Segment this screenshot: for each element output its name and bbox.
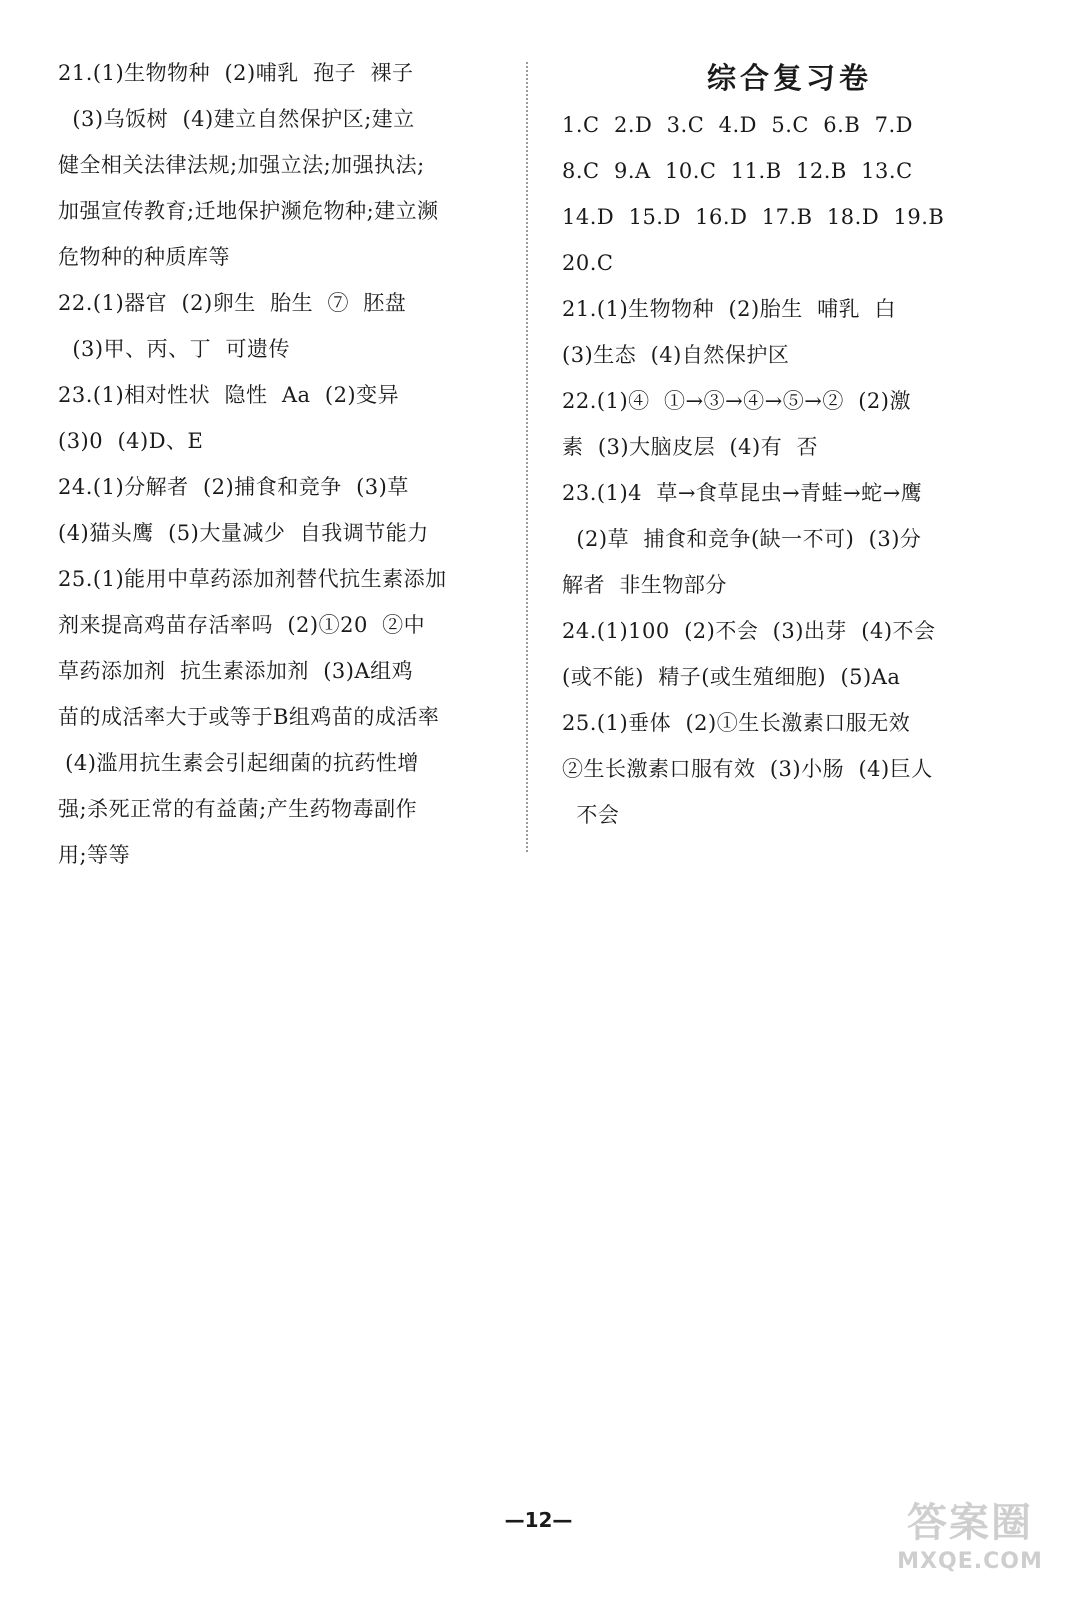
answer-line: 23.(1)相对性状 隐性 Aa (2)变异 [58, 383, 400, 407]
answer-line: (或不能) 精子(或生殖细胞) (5)Aa [562, 665, 901, 689]
answer-line: 21.(1)生物物种 (2)胎生 哺乳 白 [562, 297, 896, 321]
answer-line: 解者 非生物部分 [562, 573, 727, 597]
answer-line: (3)生态 (4)自然保护区 [562, 343, 790, 367]
watermark-url: MXQE.COM [897, 1549, 1043, 1574]
answer-line: 24.(1)分解者 (2)捕食和竞争 (3)草 [58, 475, 409, 499]
answer-line: (3)0 (4)D、E [58, 429, 204, 453]
left-answer-column [58, 50, 498, 878]
answer-line: 强;杀死正常的有益菌;产生药物毒副作 [58, 797, 418, 821]
page-number: —12— [504, 1508, 573, 1532]
answer-line: 25.(1)能用中草药添加剂替代抗生素添加 [58, 567, 447, 591]
answer-line: 8.C 9.A 10.C 11.B 12.B 13.C [562, 159, 913, 183]
answer-line: ②生长激素口服有效 (3)小肠 (4)巨人 [562, 757, 933, 781]
answer-line: 20.C [562, 251, 614, 275]
answer-line: 健全相关法律法规;加强立法;加强执法; [58, 153, 425, 177]
answer-line: 用;等等 [58, 843, 131, 867]
answer-line: (3)乌饭树 (4)建立自然保护区;建立 [58, 107, 415, 131]
answer-line: (4)滥用抗生素会引起细菌的抗药性增 [58, 751, 419, 775]
section-title: 综合复习卷 [706, 61, 872, 95]
column-divider [526, 62, 528, 852]
answer-line: 1.C 2.D 3.C 4.D 5.C 6.B 7.D [562, 113, 914, 137]
answer-line: 21.(1)生物物种 (2)哺乳 孢子 裸子 [58, 61, 414, 85]
right-answer-column [562, 50, 1007, 838]
answer-line: 不会 [562, 803, 620, 827]
answer-line: 23.(1)4 草→食草昆虫→青蛙→蛇→鹰 [562, 481, 923, 505]
answer-line: 素 (3)大脑皮层 (4)有 否 [562, 435, 819, 459]
answer-line: 14.D 15.D 16.D 17.B 18.D 19.B [562, 205, 945, 229]
answer-line: (3)甲、丙、丁 可遗传 [58, 337, 290, 361]
watermark-logo [885, 1498, 1055, 1586]
answer-line: 22.(1)器官 (2)卵生 胎生 ⑦ 胚盘 [58, 291, 407, 315]
answer-line: 24.(1)100 (2)不会 (3)出芽 (4)不会 [562, 619, 936, 643]
answer-line: (2)草 捕食和竞争(缺一不可) (3)分 [562, 527, 922, 551]
answer-line: 草药添加剂 抗生素添加剂 (3)A组鸡 [58, 659, 414, 683]
watermark-title: 答案圈 [907, 1500, 1033, 1546]
answer-line: 剂来提高鸡苗存活率吗 (2)①20 ②中 [58, 613, 426, 637]
answer-line: 苗的成活率大于或等于B组鸡苗的成活率 [58, 705, 440, 729]
answer-line: 25.(1)垂体 (2)①生长激素口服无效 [562, 711, 911, 735]
answer-line: (4)猫头鹰 (5)大量减少 自我调节能力 [58, 521, 429, 545]
answer-line: 危物种的种质库等 [58, 245, 230, 269]
answer-line: 22.(1)④ ①→③→④→⑤→② (2)激 [562, 389, 911, 413]
answer-line: 加强宣传教育;迁地保护濒危物种;建立濒 [58, 199, 439, 223]
